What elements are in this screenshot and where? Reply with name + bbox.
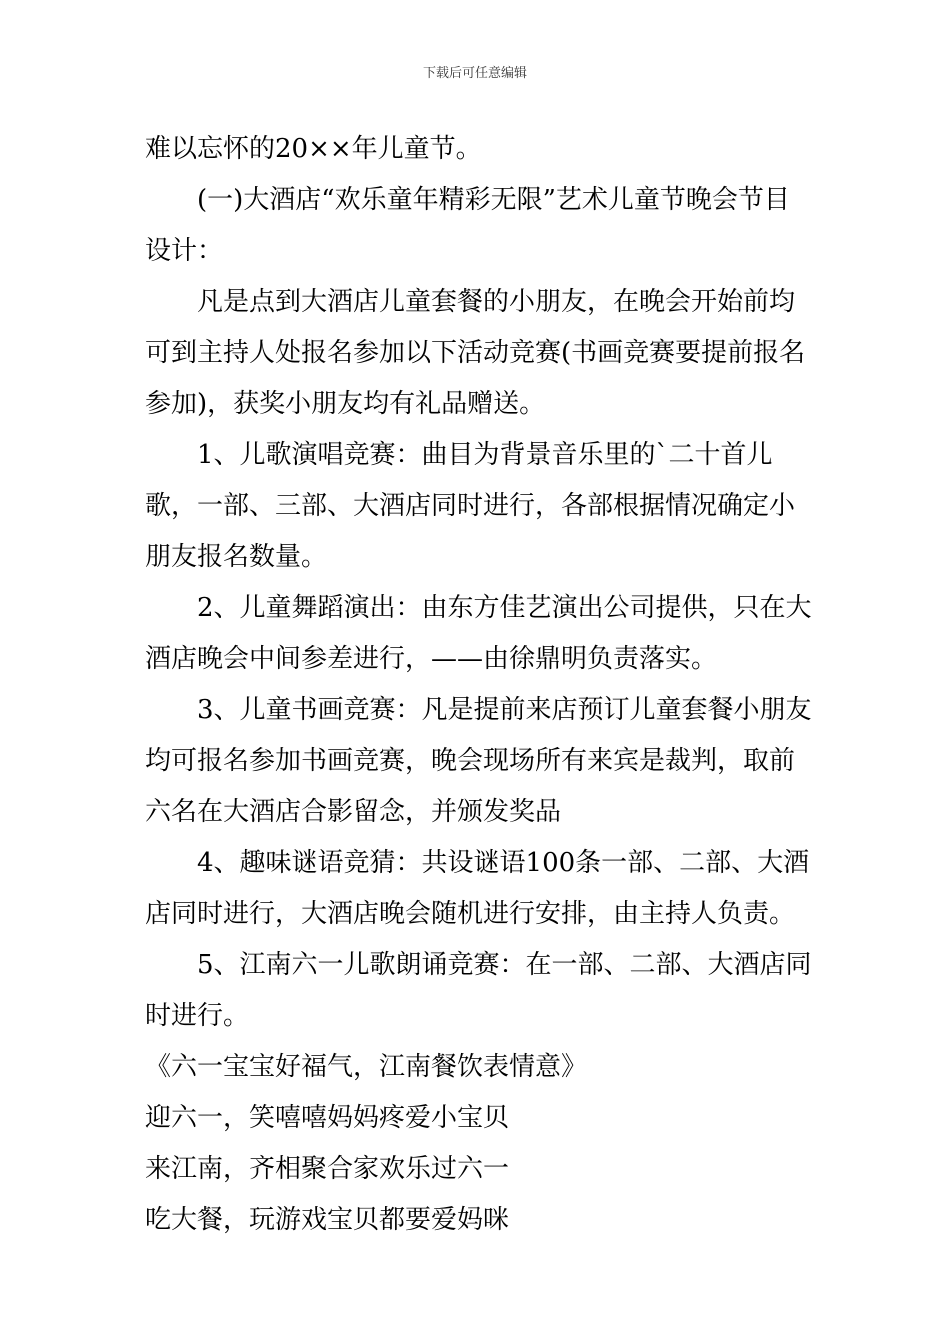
poem-line: 来江南，齐相聚合家欢乐过六一	[145, 1154, 510, 1184]
paragraph: 1、儿歌演唱竞赛：曲目为背景音乐里的`二十首儿歌，一部、三部、大酒店同时进行，各部根据情况确定小朋友报名数量。	[145, 440, 796, 572]
document-body	[145, 124, 815, 1246]
header-note: 下载后可任意编辑	[422, 66, 527, 81]
paragraph: 难以忘怀的20××年儿童节。	[145, 134, 482, 164]
paragraph: 3、儿童书画竞赛：凡是提前来店预订儿童套餐小朋友均可报名参加书画竞赛，晚会现场所有来宾是裁判，取前六名在大酒店合影留念，并颁发奖品	[145, 695, 812, 827]
paragraph: 5、江南六一儿歌朗诵竞赛：在一部、二部、大酒店同时进行。	[145, 950, 812, 1031]
poem-line: 迎六一，笑嘻嘻妈妈疼爱小宝贝	[145, 1103, 510, 1133]
poem-title: 《六一宝宝好福气，江南餐饮表情意》	[145, 1052, 588, 1082]
poem-line: 吃大餐，玩游戏宝贝都要爱妈咪	[145, 1205, 510, 1235]
paragraph: 凡是点到大酒店儿童套餐的小朋友，在晚会开始前均可到主持人处报名参加以下活动竞赛(书画竞赛要提前报名参加)，获奖小朋友均有礼品赠送。	[145, 287, 806, 419]
paragraph: (一)大酒店“欢乐童年精彩无限”艺术儿童节晚会节目设计：	[145, 185, 790, 266]
paragraph: 2、儿童舞蹈演出：由东方佳艺演出公司提供，只在大酒店晚会中间参差进行，——由徐鼎明负责落实。	[145, 593, 812, 674]
paragraph: 4、趣味谜语竞猜：共设谜语100条一部、二部、大酒店同时进行，大酒店晚会随机进行安排，由主持人负责。	[145, 848, 810, 929]
